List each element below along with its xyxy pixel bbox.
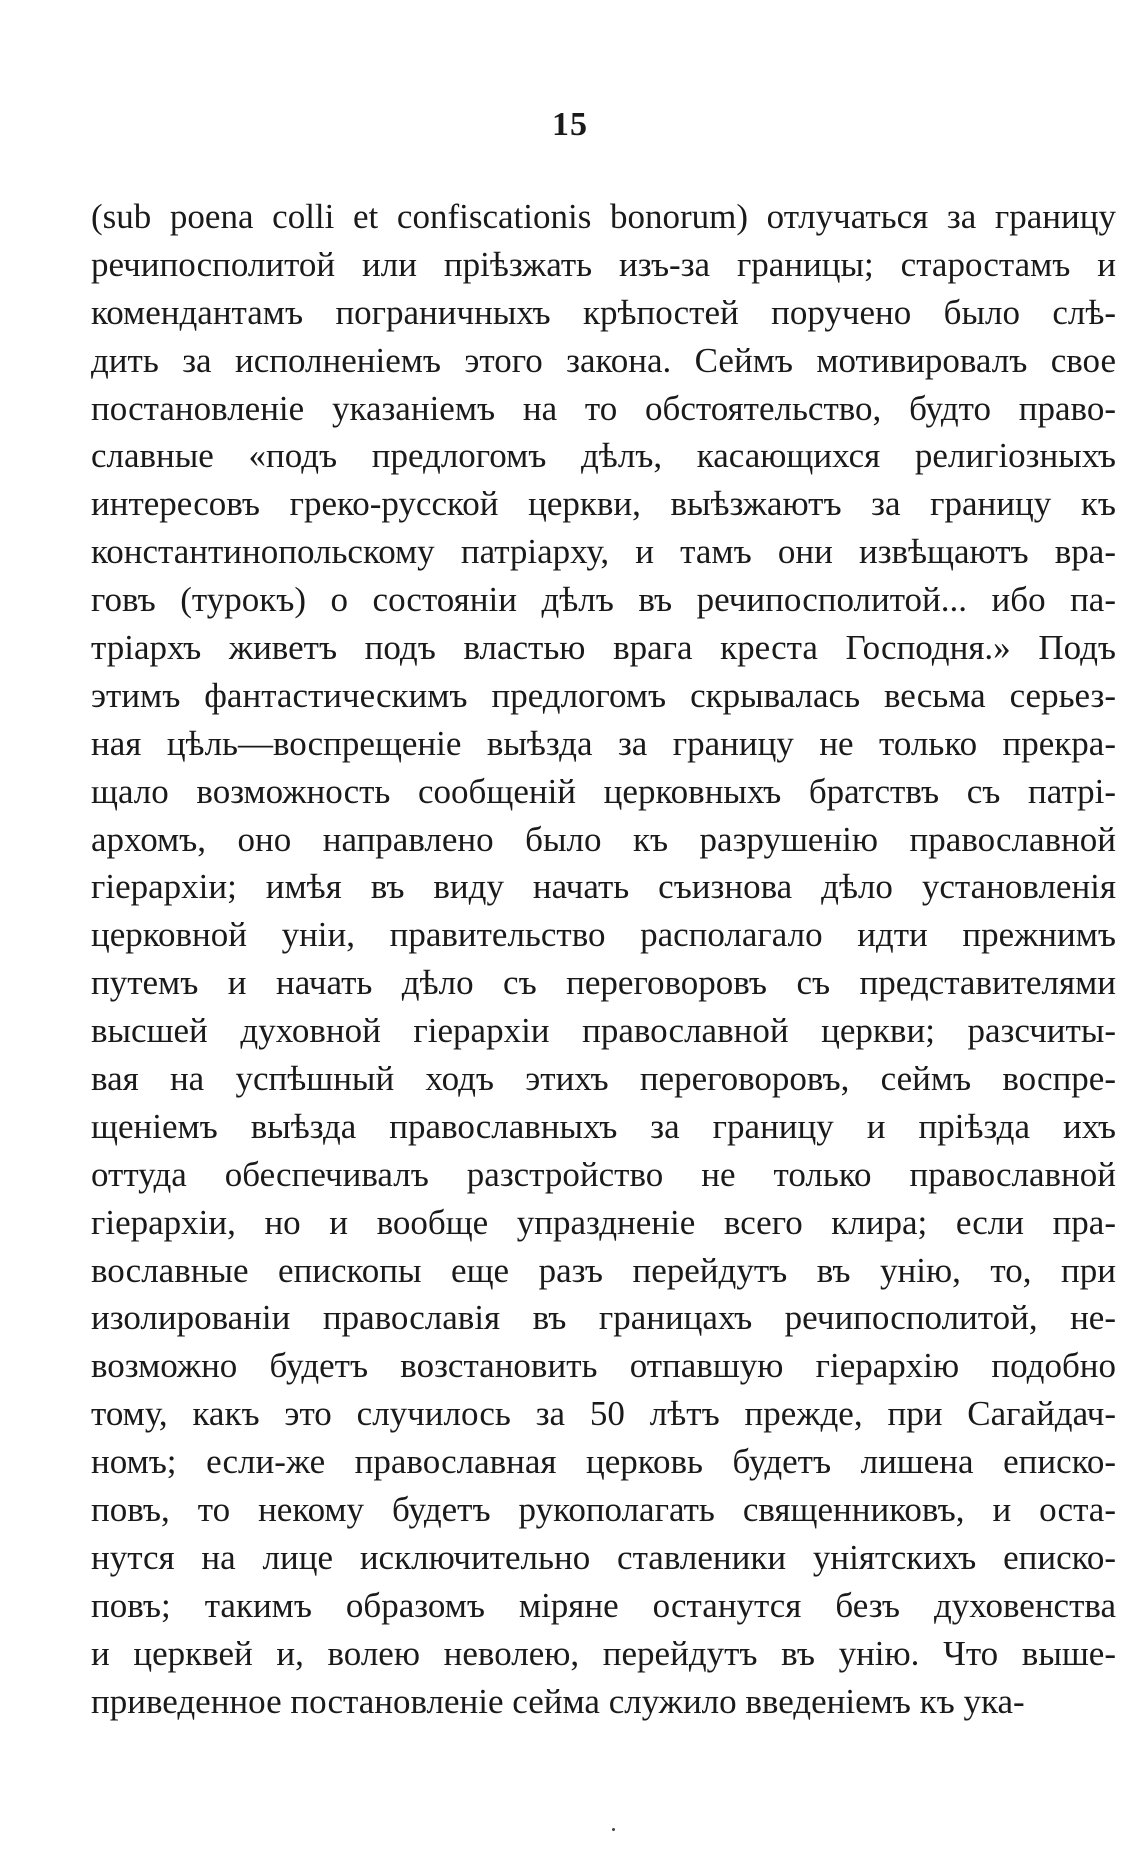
text-line: интересовъ греко-русской церкви, выѣзжаютъ за границу къ <box>91 484 1116 524</box>
text-line: (sub poena colli et confiscationis bonorum) отлучаться за границу <box>91 197 1116 236</box>
text-line: повъ, то некому будетъ рукополагать священниковъ, и оста- <box>91 1490 1116 1530</box>
text-line: повъ; такимъ образомъ мiряне останутся безъ духовенства <box>91 1585 1116 1625</box>
text-line: церковной унiи, правительство располагало идти прежнимъ <box>91 915 1116 955</box>
text-line: комендантамъ пограничныхъ крѣпостей поручено было слѣ- <box>91 292 1116 332</box>
body-text <box>91 193 1116 1726</box>
text-line: архомъ, оно направлено было къ разрушенiю православной <box>91 819 1116 859</box>
text-line: номъ; если-же православная церковь будетъ лишена еписко- <box>91 1442 1116 1482</box>
text-line: щало возможность сообщенiй церковныхъ братствъ съ патрi- <box>91 771 1116 811</box>
text-line: постановленiе указанiемъ на то обстоятельство, будто право- <box>91 388 1116 428</box>
text-line: и церквей и, волею неволею, перейдутъ въ унiю. Что выше- <box>91 1633 1116 1673</box>
text-line: говъ (турокъ) о состоянiи дѣлъ въ речипосполитой... ибо па- <box>91 580 1116 620</box>
text-line: оттуда обеспечивалъ разстройство не только православной <box>91 1154 1116 1194</box>
text-line: изолированiи православiя въ границахъ речипосполитой, не- <box>91 1298 1116 1338</box>
text-line: щенiемъ выѣзда православныхъ за границу и прiѣзда ихъ <box>91 1106 1116 1146</box>
text-line: гiерархiи, но и вообще упраздненiе всего клира; если пра- <box>91 1202 1116 1242</box>
text-line: этимъ фантастическимъ предлогомъ скрывалась весьма серьез- <box>91 675 1116 715</box>
text-line: вая на успѣшный ходъ этихъ переговоровъ, сеймъ воспре- <box>91 1059 1116 1099</box>
text-line: дить за исполненiемъ этого закона. Сеймъ мотивировалъ свое <box>91 340 1116 380</box>
text-line: приведенное постановленiе сейма служило введенiемъ къ ука- <box>91 1681 1025 1721</box>
text-line: константинопольскому патрiарху, и тамъ они извѣщаютъ вра- <box>91 532 1116 572</box>
text-line: высшей духовной гiерархiи православной церкви; разсчиты- <box>91 1011 1116 1051</box>
print-speck <box>612 1828 615 1831</box>
text-line: возможно будетъ возстановить отпавшую гiерархiю подобно <box>91 1346 1116 1386</box>
text-line: гiерархiи; имѣя въ виду начать съизнова дѣло установленiя <box>91 867 1116 907</box>
page-number: 15 <box>552 106 588 143</box>
text-line: путемъ и начать дѣло съ переговоровъ съ представителями <box>91 963 1116 1003</box>
text-line: трiархъ живетъ подъ властью врага креста Господня.» Подъ <box>91 628 1116 668</box>
text-line: славные «подъ предлогомъ дѣлъ, касающихся религiозныхъ <box>91 436 1116 476</box>
text-line: тому, какъ это случилось за 50 лѣтъ прежде, при Сагайдач- <box>91 1394 1116 1434</box>
text-line: нутся на лице исключительно ставленики унiятскихъ еписко- <box>91 1537 1116 1577</box>
text-line: ная цѣль—воспрещенiе выѣзда за границу не только прекра- <box>91 723 1116 763</box>
text-line: речипосполитой или прiѣзжать изъ-за границы; старостамъ и <box>91 244 1116 284</box>
text-line: вославные епископы еще разъ перейдутъ въ унiю, то, при <box>91 1250 1116 1290</box>
